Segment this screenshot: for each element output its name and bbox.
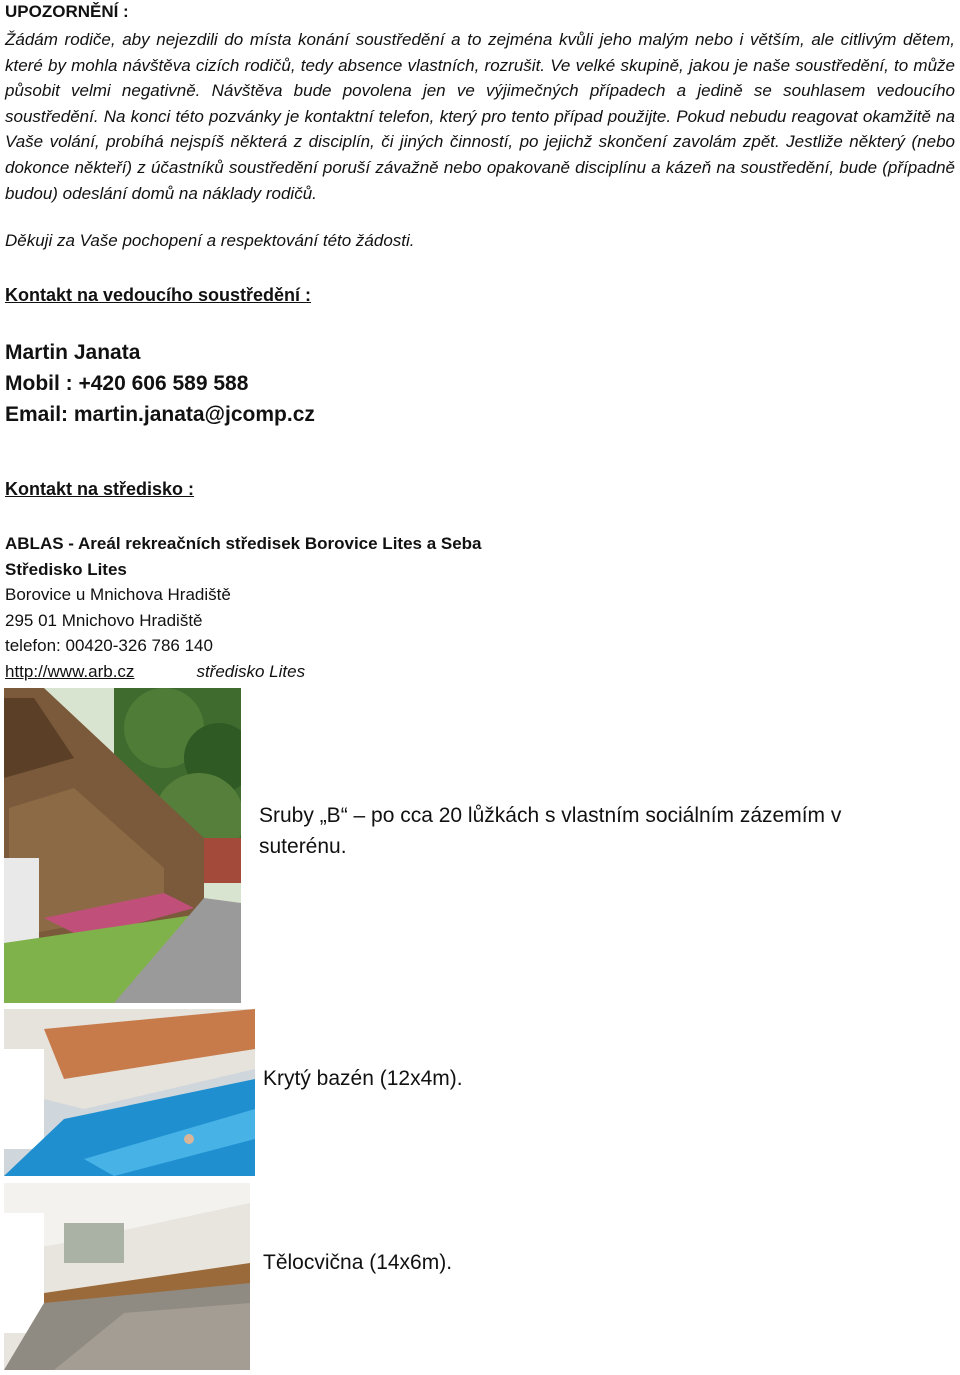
warning-paragraph: Žádám rodiče, aby nejezdili do místa konání soustředění a to zejména kvůli jeho malým nebo i větším, ale citlivým dětem, které by mohla návštěva cizích rodičů, tedy absence vlastních, rozrušit. Ve velké skupině, jakou je naše soustředění, to může působit velmi negativně. Návštěva bude povolena jen ve výjimečných případech a jedině se souhlasem vedoucího soustředění. Na konci této pozvánky je kontaktní telefon, který pro tento případ použijte. Pokud nebudu reagovat okamžitě na Vaše volání, probíhá nejspíš některá z disciplín, či jiných činností, po jejichž skončení zavolám zpět. Jestliže některý (nebo dokonce někteří) z účastníků soustředění poruší závažně nebo opakovaně disciplínu a kázeň na soustředění, bude (případně budou) odeslání domů na náklady rodičů. (5, 30, 955, 203)
pool-caption: Krytý bazén (12x4m). (263, 1067, 463, 1090)
leader-contact-heading: Kontakt na vedoucího soustředění : (5, 285, 312, 305)
cabins-photo (4, 688, 241, 1003)
pool-photo (4, 1009, 255, 1176)
centre-contact-heading: Kontakt na středisko : (5, 479, 195, 499)
cabins-caption: Sruby „B“ – po cca 20 lůžkách s vlastním sociálním zázemím v suterénu. (259, 804, 842, 858)
leader-mobile: Mobil : +420 606 589 588 (5, 372, 249, 395)
centre-address-line: Borovice u Mnichova Hradiště (5, 585, 231, 605)
centre-website-link[interactable]: http://www.arb.cz (5, 661, 135, 681)
centre-link-row (5, 659, 482, 685)
leader-contact-block (5, 337, 315, 430)
centre-phone: telefon: 00420-326 786 140 (5, 636, 213, 656)
centre-name: ABLAS - Areál rekreačních středisek Borovice Lites a Seba (5, 534, 482, 553)
leader-name: Martin Janata (5, 341, 141, 364)
gym-caption: Tělocvična (14x6m). (263, 1251, 453, 1274)
thanks-note: Děkuji za Vaše pochopení a respektování této žádosti. (5, 231, 415, 250)
centre-link-note: středisko Lites (196, 661, 306, 681)
centre-subname: Středisko Lites (5, 559, 127, 579)
gym-photo (4, 1183, 250, 1370)
centre-postal-line: 295 01 Mnichovo Hradiště (5, 610, 203, 630)
warning-title: UPOZORNĚNÍ : (5, 2, 129, 21)
leader-email: Email: martin.janata@jcomp.cz (5, 403, 315, 426)
centre-contact-block (5, 531, 482, 685)
